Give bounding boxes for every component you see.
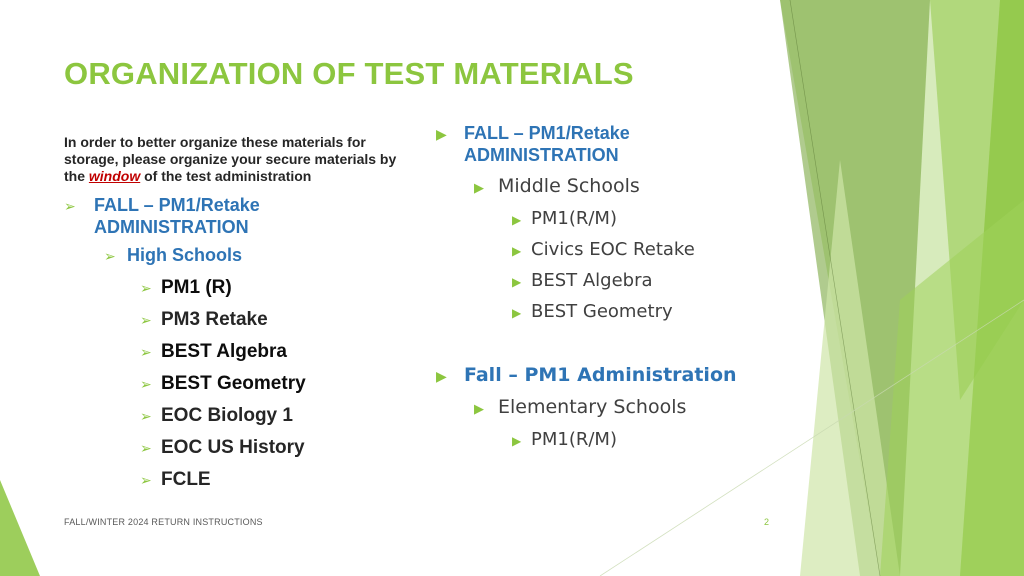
left-heading: ➢ FALL – PM1/Retake ADMINISTRATION [64, 195, 260, 237]
triangle-arrow-icon: ▶ [436, 369, 447, 385]
check-arrow-icon: ➢ [140, 376, 152, 392]
check-arrow-icon: ➢ [140, 312, 152, 328]
triangle-arrow-icon: ▶ [436, 126, 447, 142]
left-item: ➢ PM3 Retake [140, 309, 268, 330]
triangle-arrow-icon: ▶ [474, 402, 484, 417]
check-arrow-icon: ➢ [104, 248, 116, 264]
right-item-2: ▶ PM1(R/M) [512, 429, 617, 450]
check-arrow-icon: ➢ [140, 440, 152, 456]
intro-text: In order to better organize these materials for storage, please organize your secure materials by the window of the test administration [64, 134, 397, 184]
right-item-1: ▶ PM1(R/M) [512, 208, 617, 229]
triangle-arrow-icon: ▶ [474, 181, 484, 196]
page-number: 2 [764, 517, 770, 527]
left-item: ➢ EOC Biology 1 [140, 405, 293, 426]
check-arrow-icon: ➢ [64, 198, 76, 214]
right-item-1: ▶ BEST Geometry [512, 301, 673, 322]
footer-text: FALL/WINTER 2024 RETURN INSTRUCTIONS [64, 517, 263, 527]
left-item: ➢ BEST Geometry [140, 373, 306, 394]
right-item-1: ▶ Civics EOC Retake [512, 239, 695, 260]
left-item: ➢ BEST Algebra [140, 341, 287, 362]
left-item: ➢ FCLE [140, 469, 211, 490]
check-arrow-icon: ➢ [140, 344, 152, 360]
right-heading-1: ▶ FALL – PM1/Retake ADMINISTRATION [436, 123, 630, 165]
page-title: ORGANIZATION OF TEST MATERIALS [64, 56, 634, 91]
triangle-arrow-icon: ▶ [512, 306, 522, 320]
triangle-arrow-icon: ▶ [512, 275, 522, 289]
left-item: ➢ PM1 (R) [140, 277, 232, 298]
check-arrow-icon: ➢ [140, 280, 152, 296]
check-arrow-icon: ➢ [140, 472, 152, 488]
left-item: ➢ EOC US History [140, 437, 305, 458]
triangle-arrow-icon: ▶ [512, 434, 522, 448]
triangle-arrow-icon: ▶ [512, 244, 522, 258]
check-arrow-icon: ➢ [140, 408, 152, 424]
left-subheading: ➢ High Schools [104, 245, 243, 265]
right-item-1: ▶ BEST Algebra [512, 270, 653, 291]
right-sub-2: ▶ Elementary Schools [474, 396, 687, 418]
right-sub-1: ▶ Middle Schools [474, 175, 640, 197]
right-heading-2: ▶ Fall – PM1 Administration [436, 364, 737, 386]
window-emphasis: window [88, 168, 141, 184]
triangle-arrow-icon: ▶ [512, 213, 522, 227]
